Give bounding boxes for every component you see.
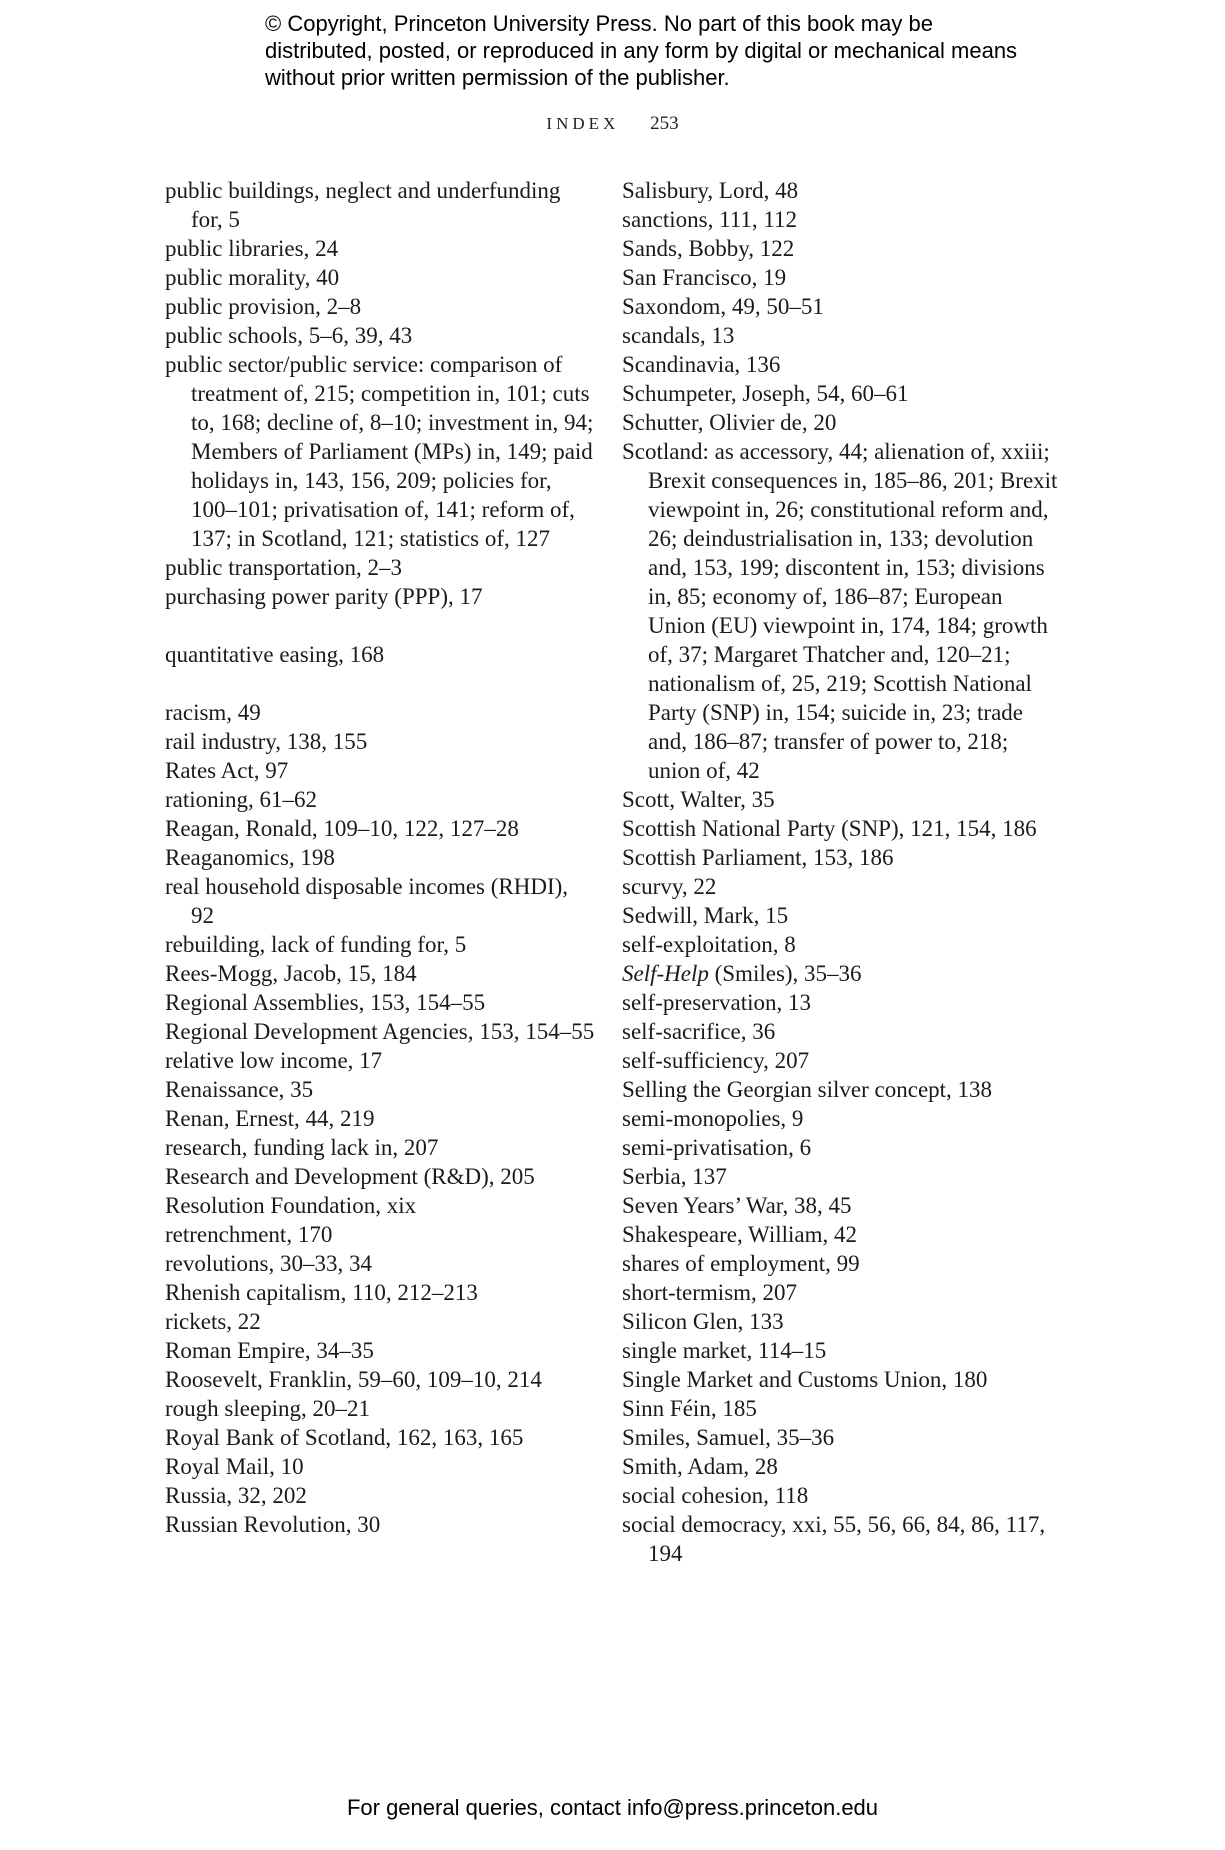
index-entry: social cohesion, 118 [622, 1483, 809, 1508]
index-entry: Rates Act, 97 [165, 758, 289, 783]
index-entry: Rhenish capitalism, 110, 212–213 [165, 1280, 478, 1305]
index-entry: revolutions, 30–33, 34 [165, 1251, 372, 1276]
index-entry: public libraries, 24 [165, 236, 339, 261]
index-entry: San Francisco, 19 [622, 265, 787, 290]
index-entry: single market, 114–15 [622, 1338, 827, 1363]
index-entry: Sedwill, Mark, 15 [622, 903, 789, 928]
letter-section-gap [165, 669, 595, 698]
index-entry: rough sleeping, 20–21 [165, 1396, 371, 1421]
index-entry: Regional Assemblies, 153, 154–55 [165, 990, 486, 1015]
index-entry: Schutter, Olivier de, 20 [622, 410, 837, 435]
index-entry: public transportation, 2–3 [165, 555, 402, 580]
index-entries-s-part-2 [622, 988, 1062, 1568]
index-entry: Smith, Adam, 28 [622, 1454, 778, 1479]
page-number: 253 [650, 113, 679, 134]
index-entry: self-exploitation, 8 [622, 932, 796, 957]
index-entry: Russian Revolution, 30 [165, 1512, 381, 1537]
letter-section-gap [165, 611, 595, 640]
index-entry: research, funding lack in, 207 [165, 1135, 439, 1160]
index-entry: sanctions, 111, 112 [622, 207, 798, 232]
index-entry: Russia, 32, 202 [165, 1483, 307, 1508]
index-entry: shares of employment, 99 [622, 1251, 860, 1276]
index-entry: Serbia, 137 [622, 1164, 727, 1189]
index-entry: Scottish National Party (SNP), 121, 154, 186 [622, 816, 1037, 841]
index-entry: semi-monopolies, 9 [622, 1106, 804, 1131]
index-entry: rationing, 61–62 [165, 787, 318, 812]
index-entry: rail industry, 138, 155 [165, 729, 368, 754]
index-entry: Sands, Bobby, 122 [622, 236, 795, 261]
index-entry: self-sacrifice, 36 [622, 1019, 776, 1044]
index-entry: Single Market and Customs Union, 180 [622, 1367, 988, 1392]
index-entry: Research and Development (R&D), 205 [165, 1164, 535, 1189]
index-entry: scurvy, 22 [622, 874, 717, 899]
index-entry: rickets, 22 [165, 1309, 261, 1334]
index-entry: scandals, 13 [622, 323, 735, 348]
book-title: Self-Help [622, 961, 709, 986]
index-entry: racism, 49 [165, 700, 261, 725]
index-entry: Salisbury, Lord, 48 [622, 178, 799, 203]
index-entry: public buildings, neglect and underfunding for, 5 [165, 178, 561, 232]
index-entry: Royal Mail, 10 [165, 1454, 304, 1479]
index-entry: Scotland: as accessory, 44; alienation of, xxiii; Brexit consequences in, 185–86, 201; Brexit viewpoint in, 26; constitutional reform and, 26; deindustrialisation in, 133; devolution and, 153, 199; discontent in, 153; divisions in, 85; economy of, 186–87; European Union (EU) viewpoint in, 174, 184; growth of, 37; Margaret Thatcher and, 120–21; nationalism of, 25, 219; Scottish National Party (SNP) in, 154; suicide in, 23; trade and, 186–87; transfer of power to, 218; union of, 42 [622, 439, 1058, 783]
index-entry-self-help [622, 959, 1062, 988]
index-entry: Scott, Walter, 35 [622, 787, 775, 812]
index-entry: Sinn Féin, 185 [622, 1396, 757, 1421]
index-entry: public sector/public service: comparison of treatment of, 215; competition in, 101; cuts to, 168; decline of, 8–10; investment in, 94; Members of Parliament (MPs) in, 149; paid holidays in, 143, 156, 209; policies for, 100–101; privatisation of, 141; reform of, 137; in Scotland, 121; statistics of, 127 [165, 352, 594, 551]
index-entry: purchasing power parity (PPP), 17 [165, 584, 483, 609]
index-entry: rebuilding, lack of funding for, 5 [165, 932, 467, 957]
index-entry: semi-privatisation, 6 [622, 1135, 812, 1160]
index-column-left [165, 176, 595, 1539]
index-entry: self-preservation, 13 [622, 990, 812, 1015]
index-entry: Selling the Georgian silver concept, 138 [622, 1077, 993, 1102]
index-entry: Resolution Foundation, xix [165, 1193, 417, 1218]
index-entry: public provision, 2–8 [165, 294, 362, 319]
index-entry: Seven Years’ War, 38, 45 [622, 1193, 852, 1218]
index-entries-s-part-1 [622, 176, 1062, 959]
footer-contact: For general queries, contact info@press.princeton.edu [346, 1795, 879, 1820]
index-column-right [622, 176, 1062, 1568]
index-entry: Roosevelt, Franklin, 59–60, 109–10, 214 [165, 1367, 542, 1392]
index-entry: Reagan, Ronald, 109–10, 122, 127–28 [165, 816, 519, 841]
index-entry: quantitative easing, 168 [165, 642, 385, 667]
index-entry: Shakespeare, William, 42 [622, 1222, 857, 1247]
index-entry: real household disposable incomes (RHDI), 92 [165, 874, 569, 928]
index-entry: self-sufficiency, 207 [622, 1048, 810, 1073]
index-entry: Scandinavia, 136 [622, 352, 781, 377]
index-entry-text: (Smiles), 35–36 [708, 961, 862, 986]
index-entry: public schools, 5–6, 39, 43 [165, 323, 413, 348]
index-entry: short-termism, 207 [622, 1280, 798, 1305]
index-entry: Regional Development Agencies, 153, 154–55 [165, 1019, 595, 1044]
running-head [0, 113, 1225, 135]
index-entry: Roman Empire, 34–35 [165, 1338, 374, 1363]
index-entry: Scottish Parliament, 153, 186 [622, 845, 894, 870]
index-entry: Silicon Glen, 133 [622, 1309, 784, 1334]
index-entry: Renaissance, 35 [165, 1077, 314, 1102]
running-head-title: INDEX [546, 114, 620, 133]
index-entry: retrenchment, 170 [165, 1222, 333, 1247]
index-entry: Schumpeter, Joseph, 54, 60–61 [622, 381, 909, 406]
index-entry: Rees-Mogg, Jacob, 15, 184 [165, 961, 417, 986]
index-entry: relative low income, 17 [165, 1048, 383, 1073]
index-entry: social democracy, xxi, 55, 56, 66, 84, 86, 117, 194 [622, 1512, 1046, 1566]
index-entry: Reaganomics, 198 [165, 845, 335, 870]
index-entry: Smiles, Samuel, 35–36 [622, 1425, 835, 1450]
index-entry: Saxondom, 49, 50–51 [622, 294, 824, 319]
index-entry: public morality, 40 [165, 265, 340, 290]
index-entry: Renan, Ernest, 44, 219 [165, 1106, 375, 1131]
index-entry: Royal Bank of Scotland, 162, 163, 165 [165, 1425, 524, 1450]
copyright-notice: © Copyright, Princeton University Press. No part of this book may be distributed, posted, or reproduced in any form by digital or mechanical means without prior written permission of the publisher. [265, 11, 1018, 90]
